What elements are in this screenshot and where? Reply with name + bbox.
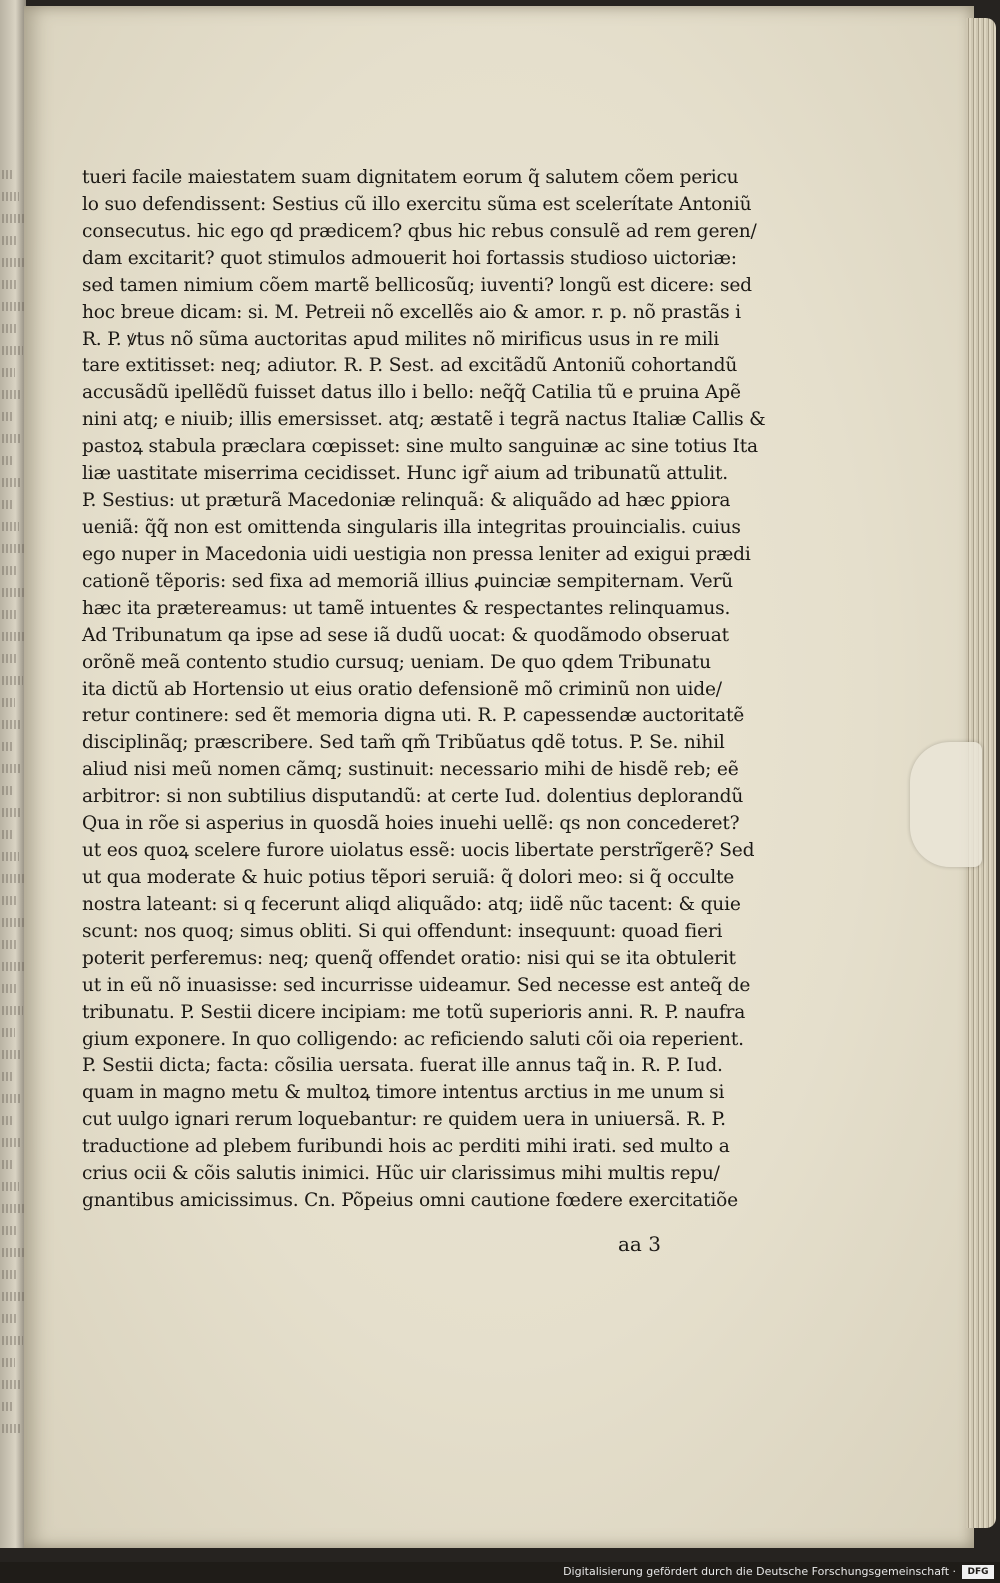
text-line: gium exponere. In quo colligendo: ac reficiendo saluti cõi oia reperient. — [82, 1028, 744, 1050]
text-line: hæc ita prætereamus: ut tamẽ intuentes & respectantes relinquamus. — [82, 597, 731, 619]
facing-page-text-fragment — [2, 1050, 22, 1059]
facing-page-text-fragment — [2, 874, 26, 883]
facing-page-text-fragment — [2, 786, 13, 795]
facing-page-text-fragment — [2, 478, 20, 487]
facing-page-text-fragment — [2, 610, 17, 619]
facing-page-text-fragment — [2, 764, 21, 773]
facing-page-text-fragment — [2, 566, 18, 575]
facing-page-text-fragment — [2, 1094, 21, 1103]
body-text — [82, 165, 766, 1215]
text-line: liæ uastitate miserrima cecidisset. Hunc igr̃ aium ad tribunatũ attulit. — [82, 463, 728, 485]
facing-page-text-fragment — [2, 1226, 18, 1235]
text-line: ita dictũ ab Hortensio ut eius oratio defensionẽ mõ criminũ non uide/ — [82, 678, 722, 700]
text-line: tare extitisset: neq; adiutor. R. P. Sest. ad excitãdũ Antoniũ cohortandũ — [82, 355, 738, 377]
facing-page-text-fragment — [2, 962, 24, 971]
text-line: aliud nisi meũ nomen cãmq; sustinuit: necessario mihi de hisdẽ reb; eẽ — [82, 759, 739, 781]
text-line: consecutus. hic ego qd prædicem? qbus hic rebus consulẽ ad rem geren/ — [82, 220, 757, 242]
text-line: traductione ad plebem furibundi hois ac perditi mihi irati. sed multo a — [82, 1136, 730, 1158]
facing-page-text-fragment — [2, 1270, 17, 1279]
facing-page-text-fragment — [2, 522, 19, 531]
dfg-logo-icon: DFG — [962, 1565, 994, 1579]
facing-page-text-fragment — [2, 742, 14, 751]
facing-page-text-fragment — [2, 1182, 19, 1191]
text-line: sed tamen nimium cõem martẽ bellicosũq; iuventi? longũ est dicere: sed — [82, 274, 752, 296]
text-line: R. P. ꝟtus nõ sũma auctoritas apud milites nõ mirificus usus in re mili — [82, 328, 720, 350]
facing-page-text-fragment — [2, 368, 15, 377]
text-line: nostra lateant: si q fecerunt aliqd aliquãdo: atq; iidẽ nũc tacent: & quie — [82, 893, 741, 915]
facing-page-text-fragment — [2, 896, 18, 905]
facing-page-text-fragment — [2, 1402, 14, 1411]
signature-mark: aa 3 — [618, 1232, 661, 1256]
text-line: Ad Tribunatum qa ipse ad sese iã dudũ uocat: & quodãmodo obseruat — [82, 624, 729, 646]
facing-page-text-fragment — [2, 1138, 20, 1147]
text-line: quam in magno metu & multoꝝ timore intentus arctius in me unum si — [82, 1082, 725, 1104]
text-line: ut eos quoꝝ scelere furore uiolatus essẽ: uocis libertate perstrĩgerẽ? Sed — [82, 840, 755, 862]
facing-page-text-fragment — [2, 390, 22, 399]
text-line: nini atq; e niuib; illis emersisset. atq; æstatẽ i tegrã nactus Italiæ Callis & — [82, 409, 766, 431]
facing-page-text-fragment — [2, 170, 12, 179]
facing-page-text-fragment — [2, 984, 16, 993]
funding-credit: Digitalisierung gefördert durch die Deutsche Forschungsgemeinschaft · — [563, 1565, 956, 1578]
facing-page-text-fragment — [2, 808, 20, 817]
facing-page-text-fragment — [2, 346, 23, 355]
facing-page-text-fragment — [2, 1380, 22, 1389]
facing-page-text-fragment — [2, 1028, 15, 1037]
text-line: accusãdũ ipellẽdũ fuisset datus illo i bello: neq̃q̃ Catilia tũ e pruina Apẽ — [82, 382, 741, 404]
facing-page-text-fragment — [2, 1072, 14, 1081]
facing-page-text-fragment — [2, 720, 22, 729]
text-line: gnantibus amicissimus. Cn. Põpeius omni cautione fœdere exercitatiõe — [82, 1190, 738, 1212]
facing-page-text-fragment — [2, 1204, 26, 1213]
facing-page-text-fragment — [2, 1336, 23, 1345]
footer-bar — [0, 1562, 1000, 1583]
facing-page-text-fragment — [2, 654, 16, 663]
facing-page-edge — [0, 0, 26, 1548]
text-line: scunt: nos quoq; simus obliti. Si qui offendunt: insequunt: quoad fieri — [82, 920, 723, 942]
facing-page-text-fragment — [2, 412, 14, 421]
facing-page-text-fragment — [2, 1116, 13, 1125]
text-line: lo suo defendissent: Sestius cũ illo exercitu sũma est scelerítate Antoniũ — [82, 193, 752, 215]
text-line: poterit perferemus: neq; quenq̃ offendet oratio: nisi qui se ita obtulerit — [82, 947, 736, 969]
text-line: P. Sestius: ut præturã Macedoniæ relinquã: & aliquãdo ad hæc ꝑpiora — [82, 490, 731, 512]
text-line: orõnẽ meã contento studio cursuq; ueniam. De quo qdem Tribunatu — [82, 651, 711, 673]
facing-page-text-fragment — [2, 588, 25, 597]
facing-page-text-fragment — [2, 1292, 24, 1301]
facing-page-text-fragment — [2, 1424, 21, 1433]
text-line: crius ocii & cõis salutis inimici. Hũc uir clarissimus mihi multis repu/ — [82, 1163, 720, 1185]
facing-page-text-fragment — [2, 1160, 12, 1169]
facing-page-text-fragment — [2, 1006, 23, 1015]
facing-page-text-fragment — [2, 698, 15, 707]
text-line: ut qua moderate & huic potius tẽpori seruiã: q̃ dolori meo: si q̃ occulte — [82, 866, 735, 888]
text-line: retur continere: sed ẽt memoria digna uti. R. P. capessendæ auctoritatẽ — [82, 705, 745, 727]
facing-page-text-fragment — [2, 324, 16, 333]
text-line: tribunatu. P. Sestii dicere incipiam: me totũ superioris anni. R. P. naufra — [82, 1001, 746, 1023]
text-line: tueri facile maiestatem suam dignitatem eorum q̃ salutem cõem pericu — [82, 167, 739, 188]
text-line: hoc breue dicam: si. M. Petreii nõ excellẽs aio & amor. r. p. nõ prastãs i — [82, 301, 741, 323]
text-line: ut in eũ nõ inuasisse: sed incurrisse uideamur. Sed necesse est anteq̃ de — [82, 974, 751, 996]
facing-page-text-fragment — [2, 236, 18, 245]
text-line: dam excitarit? quot stimulos admouerit hoi fortassis studioso uictoriæ: — [82, 247, 737, 269]
text-line: arbitror: si non subtilius disputandũ: at certe Iud. dolentius deplorandũ — [82, 786, 744, 808]
facing-page-text-fragment — [2, 280, 17, 289]
text-line: cationẽ tẽporis: sed fixa ad memoriã illius ꝓuinciæ sempiternam. Verũ — [82, 570, 733, 592]
facing-page-text-fragment — [2, 676, 23, 685]
text-line: pastoꝝ stabula præclara cœpisset: sine multo sanguinæ ac sine totius Ita — [82, 436, 758, 458]
facing-page-text-fragment — [2, 1314, 16, 1323]
facing-page-text-fragment — [2, 214, 26, 223]
facing-page-text-fragment — [2, 940, 17, 949]
text-line: disciplinãq; præscribere. Sed tam̃ qm̃ Tribũatus qdẽ totus. P. Se. nihil — [82, 732, 725, 754]
text-line: cut uulgo ignari rerum loquebantur: re quidem uera in uniuersã. R. P. — [82, 1109, 726, 1131]
facing-page-text-fragment — [2, 1248, 25, 1257]
facing-page-text-fragment — [2, 258, 25, 267]
facing-page-text-fragment — [2, 500, 12, 509]
facing-page-text-fragment — [2, 852, 19, 861]
facing-page-text-fragment — [2, 302, 24, 311]
facing-page-text-fragment — [2, 434, 21, 443]
facing-page-text-fragment — [2, 1358, 15, 1367]
text-line: Qua in rõe si asperius in quosdã hoies inuehi uellẽ: qs non concederet? — [82, 813, 740, 835]
facing-page-text-fragment — [2, 192, 19, 201]
bookmark-clip — [910, 742, 982, 867]
facing-page-text-fragment — [2, 544, 26, 553]
text-line: ueniã: q̃q̃ non est omittenda singularis illa integritas prouincialis. cuius — [82, 516, 741, 538]
facing-page-text-fragment — [2, 456, 13, 465]
text-line: ego nuper in Macedonia uidi uestigia non pressa leniter ad exigui prædi — [82, 543, 751, 565]
facing-page-text-fragment — [2, 830, 12, 839]
facing-page-text-fragment — [2, 918, 25, 927]
text-line: P. Sestii dicta; facta: cõsilia uersata. fuerat ille annus taq̃ in. R. P. Iud. — [82, 1055, 723, 1077]
facing-page-text-fragment — [2, 632, 24, 641]
